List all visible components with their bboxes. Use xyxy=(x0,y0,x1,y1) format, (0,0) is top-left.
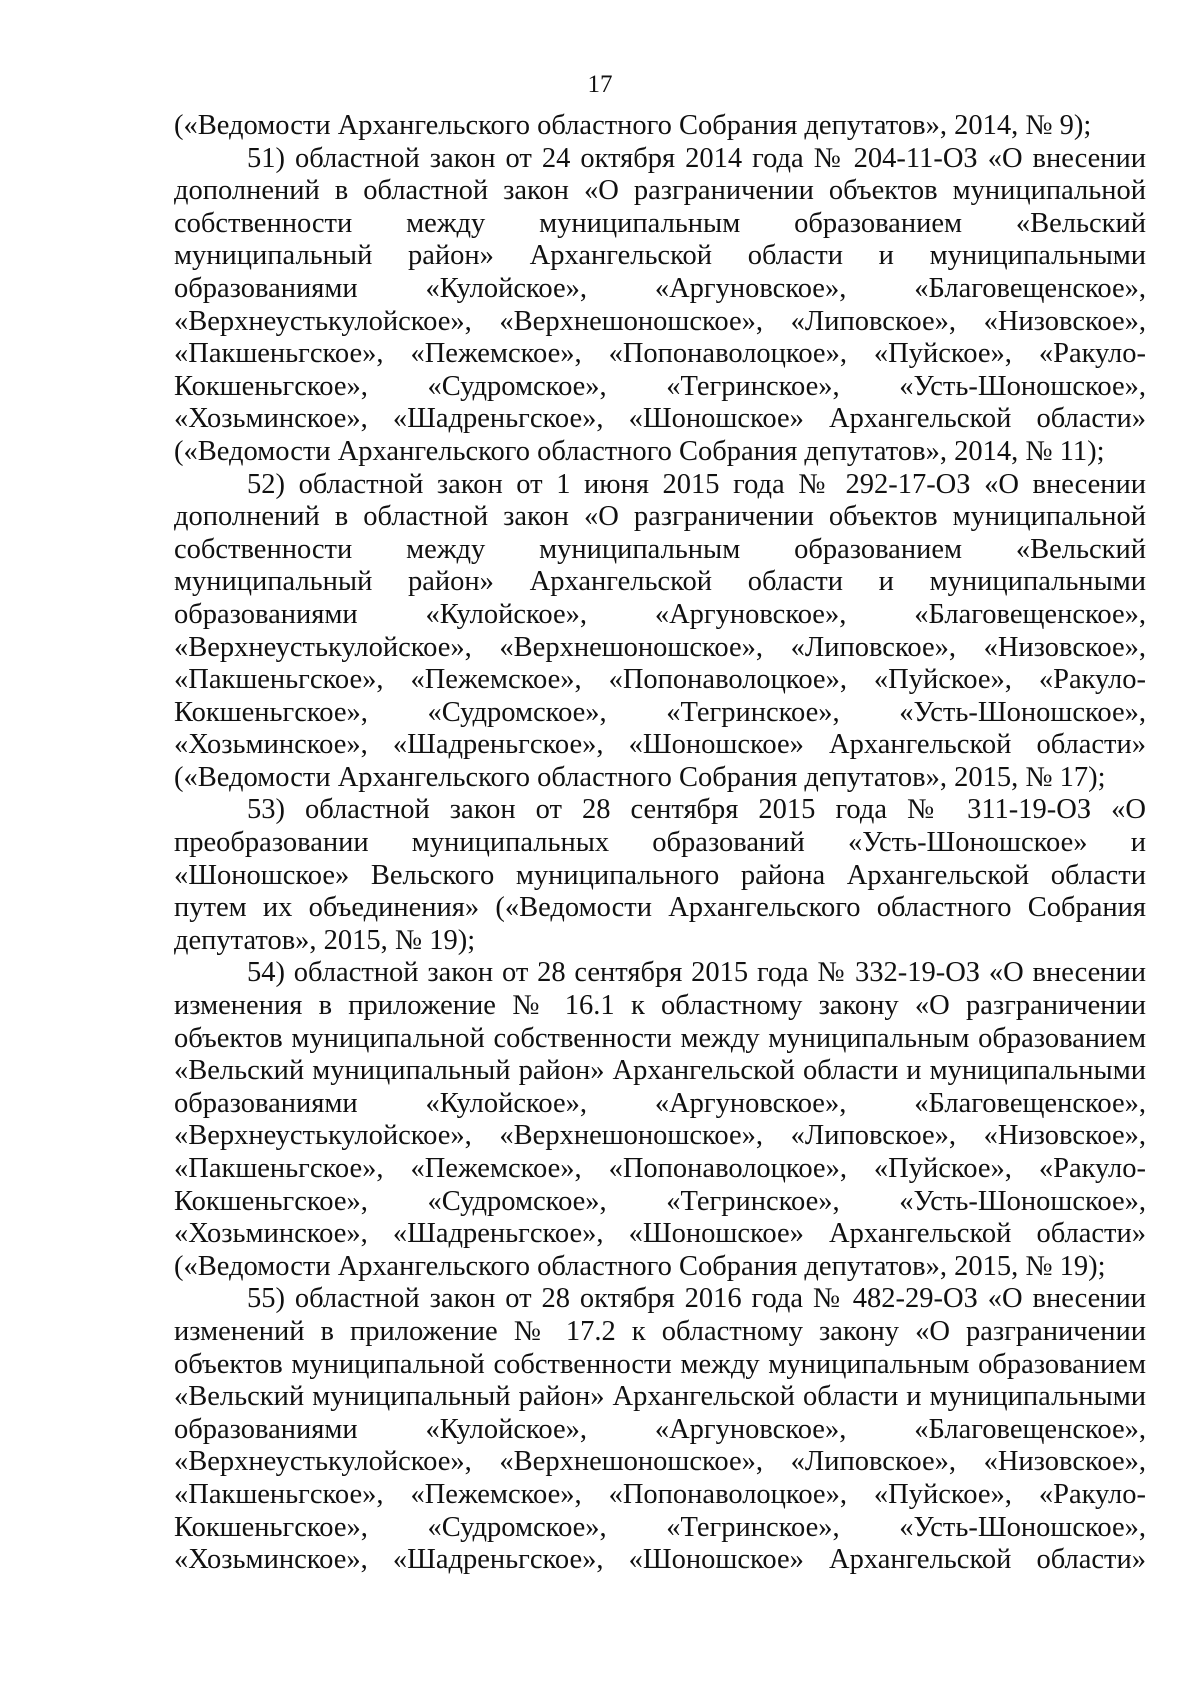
document-body xyxy=(174,110,1146,1577)
page-number: 17 xyxy=(587,71,613,98)
paragraph-item-53: 53) областной закон от 28 сентября 2015 года № 311-19-ОЗ «О преобразовании муниципальных образований «Усть-Шоношское» и «Шоношское» Вельского муниципального района Архангельской области путем их объединения» («Ведомости Архангельского областного Собрания депутатов», 2015, № 19); xyxy=(174,794,1146,956)
paragraph-item-54: 54) областной закон от 28 сентября 2015 года № 332-19-ОЗ «О внесении изменения в приложение № 16.1 к областному закону «О разграничении объектов муниципальной собственности между муниципальным образованием «Вельский муниципальный район» Архангельской области и муниципальными образованиями «Кулойское», «Аргуновское», «Благовещенское», «Верхнеустькулойское», «Верхнешоношское», «Липовское», «Низовское», «Пакшеньгское», «Пежемское», «Попонаволоцкое», «Пуйское», «Ракуло-Кокшеньгское», «Судромское», «Тегринское», «Усть-Шоношское», «Хозьминское», «Шадреньгское», «Шоношское» Архангельской области» («Ведомости Архангельского областного Собрания депутатов», 2015, № 19); xyxy=(174,957,1146,1282)
paragraph-item-52: 52) областной закон от 1 июня 2015 года № 292-17-ОЗ «О внесении дополнений в областной закон «О разграничении объектов муниципальной собственности между муниципальным образованием «Вельский муниципальный район» Архангельской области и муниципальными образованиями «Кулойское», «Аргуновское», «Благовещенское», «Верхнеустькулойское», «Верхнешоношское», «Липовское», «Низовское», «Пакшеньгское», «Пежемское», «Попонаволоцкое», «Пуйское», «Ракуло-Кокшеньгское», «Судромское», «Тегринское», «Усть-Шоношское», «Хозьминское», «Шадреньгское», «Шоношское» Архангельской области» («Ведомости Архангельского областного Собрания депутатов», 2015, № 17); xyxy=(174,468,1146,793)
paragraph-continuation: («Ведомости Архангельского областного Собрания депутатов», 2014, № 9); xyxy=(174,110,1092,141)
paragraph-item-51: 51) областной закон от 24 октября 2014 года № 204-11-ОЗ «О внесении дополнений в областной закон «О разграничении объектов муниципальной собственности между муниципальным образованием «Вельский муниципальный район» Архангельской области и муниципальными образованиями «Кулойское», «Аргуновское», «Благовещенское», «Верхнеустькулойское», «Верхнешоношское», «Липовское», «Низовское», «Пакшеньгское», «Пежемское», «Попонаволоцкое», «Пуйское», «Ракуло-Кокшеньгское», «Судромское», «Тегринское», «Усть-Шоношское», «Хозьминское», «Шадреньгское», «Шоношское» Архангельской области» («Ведомости Архангельского областного Собрания депутатов», 2014, № 11); xyxy=(174,142,1146,467)
paragraph-item-55: 55) областной закон от 28 октября 2016 года № 482-29-ОЗ «О внесении изменений в приложение № 17.2 к областному закону «О разграничении объектов муниципальной собственности между муниципальным образованием «Вельский муниципальный район» Архангельской области и муниципальными образованиями «Кулойское», «Аргуновское», «Благовещенское», «Верхнеустькулойское», «Верхнешоношское», «Липовское», «Низовское», «Пакшеньгское», «Пежемское», «Попонаволоцкое», «Пуйское», «Ракуло-Кокшеньгское», «Судромское», «Тегринское», «Усть-Шоношское», «Хозьминское», «Шадреньгское», «Шоношское» Архангельской области» xyxy=(174,1283,1146,1576)
